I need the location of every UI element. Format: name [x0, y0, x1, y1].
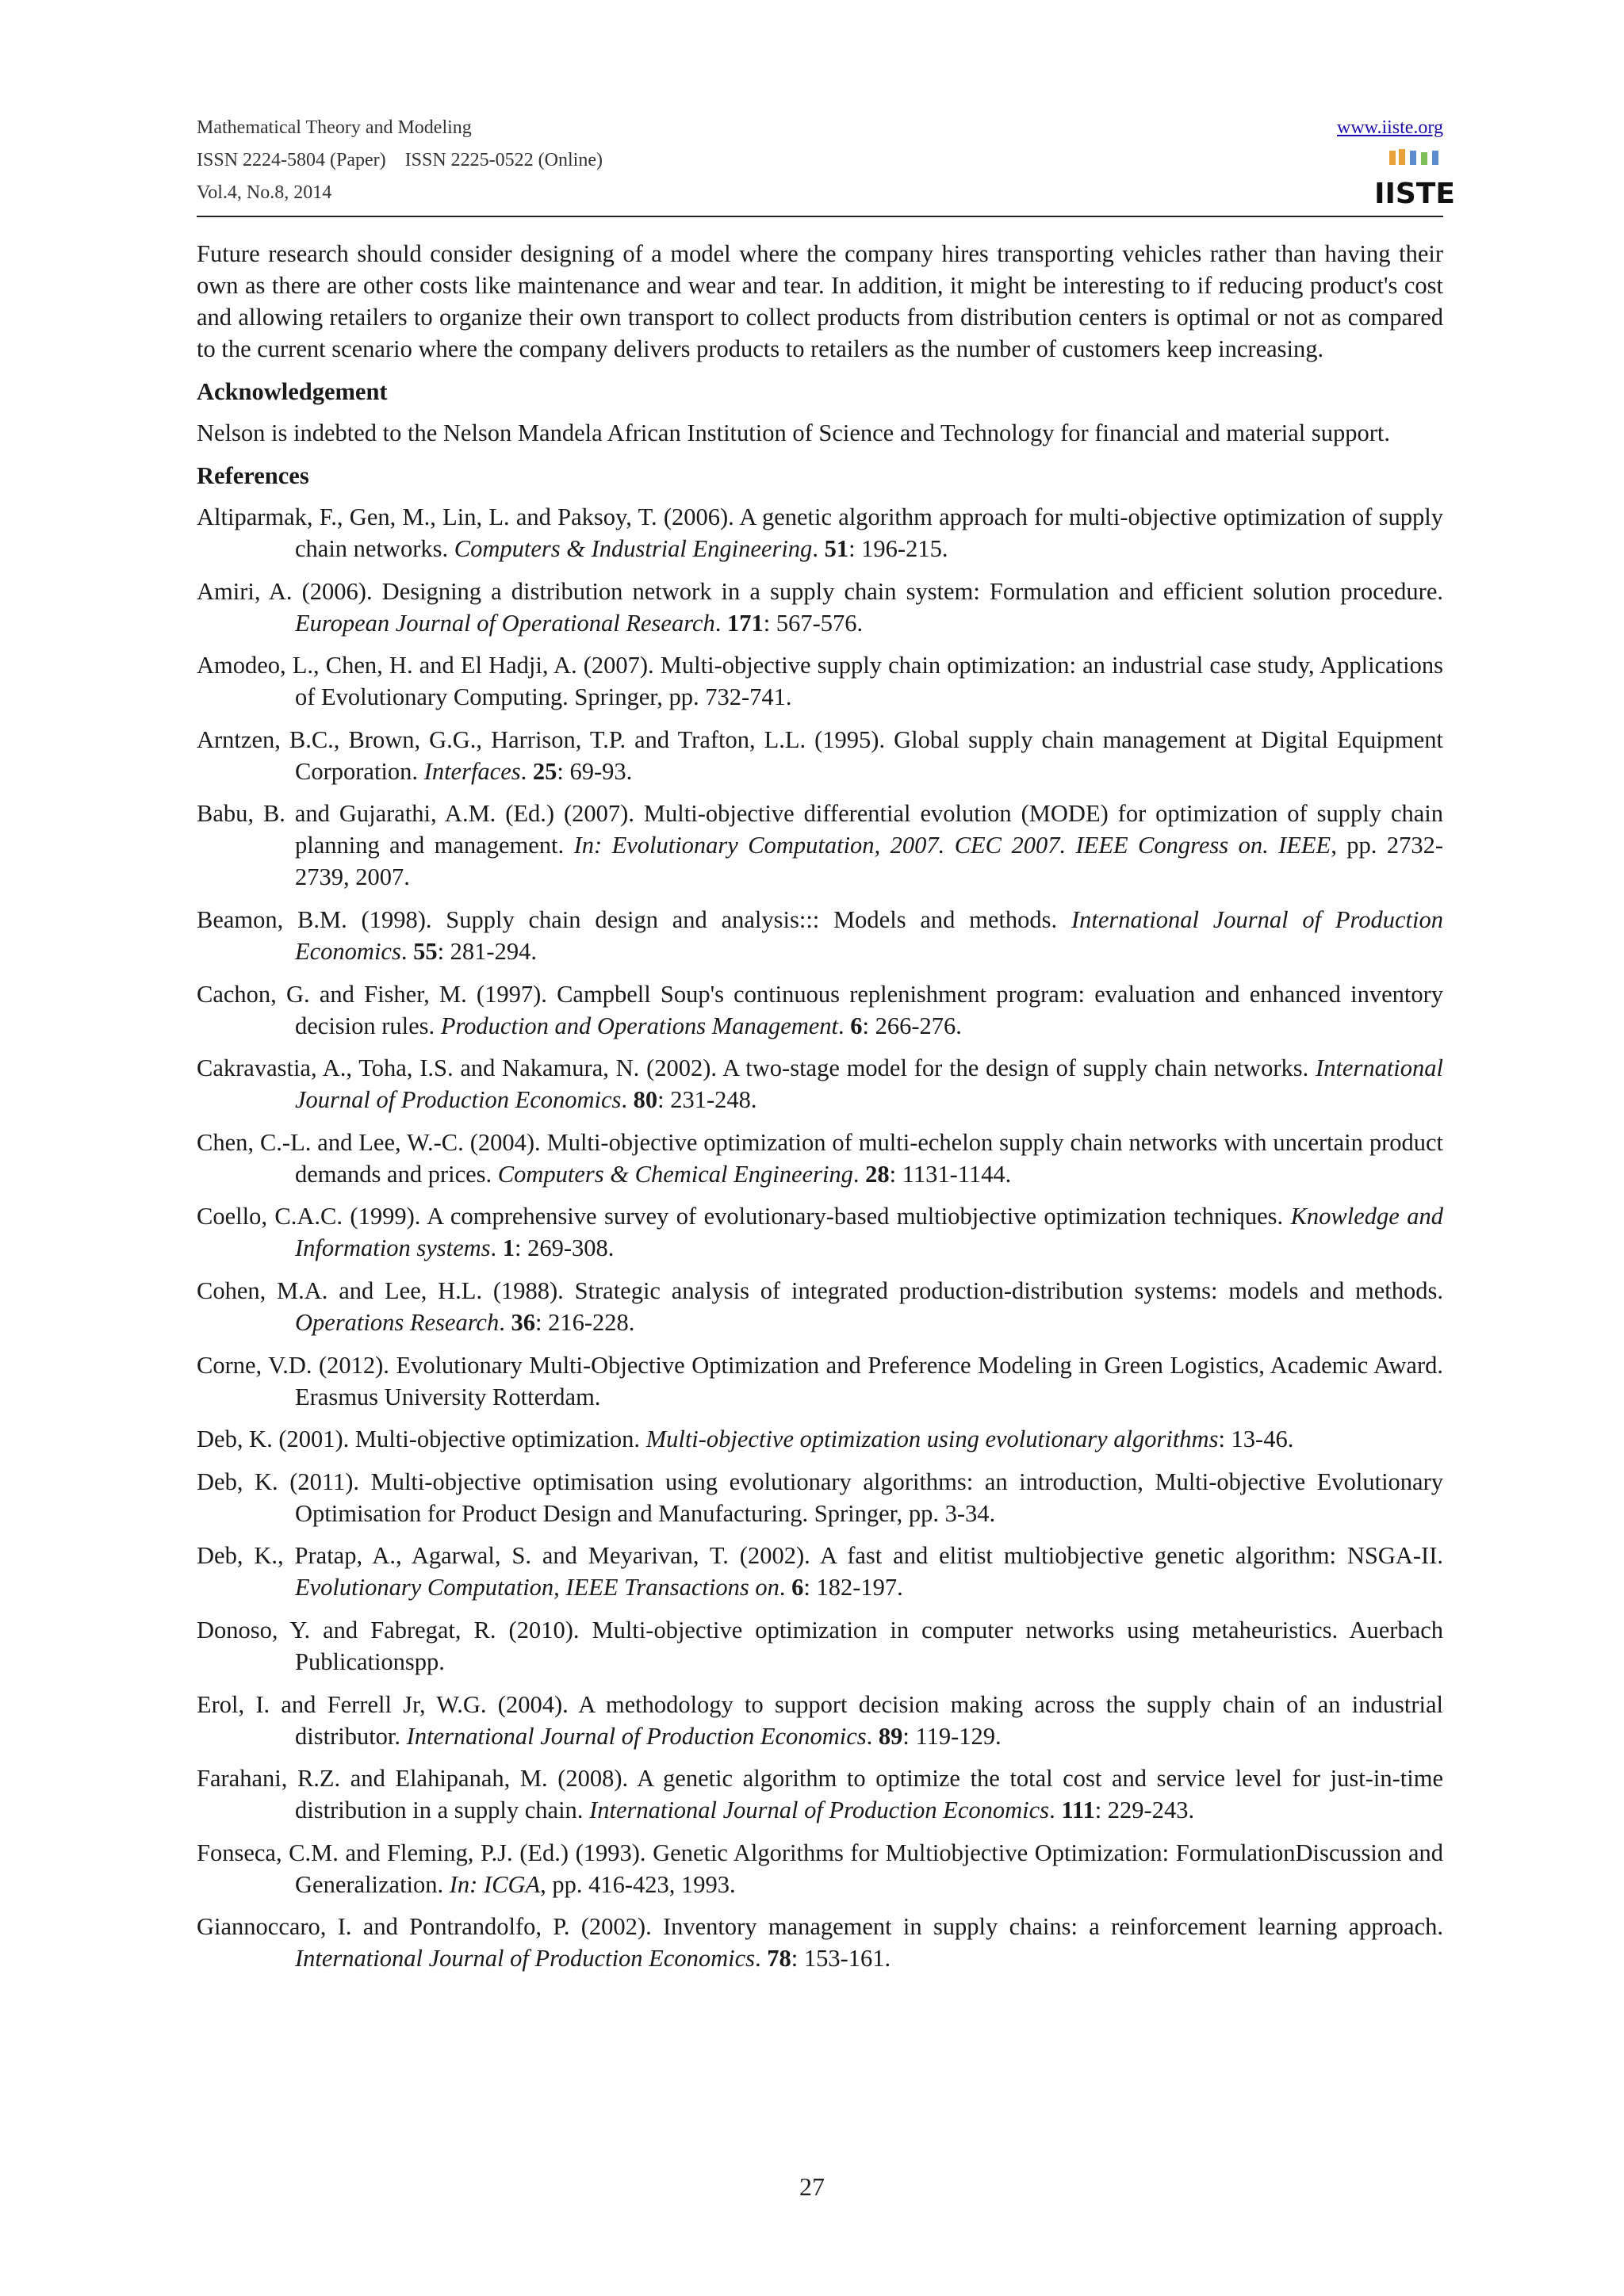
reference-text: Amiri, A. (2006). Designing a distribution network in a supply chain system: Formulation and efficient solution procedure. [197, 577, 1443, 605]
reference-text: Fonseca, C.M. and Fleming, P.J. (Ed.) (1993). Genetic Algorithms for Multiobjective Optimization: FormulationDiscussion and Generalization. [197, 1839, 1443, 1898]
reference-pages: : 153-161. [791, 1945, 891, 1973]
volume-line: Vol.4, No.8, 2014 [197, 182, 332, 203]
reference-pages: , pp. 2732-2739, 2007. [295, 832, 1444, 891]
reference-text: Corne, V.D. (2012). Evolutionary Multi-Objective Optimization and Preference Modeling in Green Logistics, Academic Award. Erasmus University Rotterdam. [197, 1351, 1443, 1410]
reference-item [197, 1466, 1443, 1529]
reference-item [197, 576, 1443, 639]
reference-item [197, 1762, 1443, 1826]
reference-pages: : 216-228. [534, 1308, 635, 1336]
reference-journal: International Journal of Production Economics [589, 1797, 1050, 1824]
reference-text: Beamon, B.M. (1998). Supply chain design and analysis::: Models and methods. [197, 905, 1071, 933]
reference-text: Deb, K., Pratap, A., Agarwal, S. and Meyarivan, T. (2002). A fast and elitist multiobjective genetic algorithm: NSGA-II. [197, 1542, 1443, 1570]
journal-url-link[interactable]: www.iiste.org [1337, 117, 1443, 138]
reference-journal: Knowledge and Information systems [295, 1203, 1443, 1262]
reference-text: Babu, B. and Gujarathi, A.M. (Ed.) (2007). Multi-objective differential evolution (MODE) for optimization of supply chain planning and management. [197, 800, 1443, 859]
reference-volume: 36 [511, 1308, 535, 1336]
reference-pages: : 196-215. [848, 535, 948, 562]
reference-volume: 6 [791, 1574, 804, 1601]
reference-journal: In: ICGA [449, 1870, 541, 1898]
reference-pages: : 1131-1144. [889, 1160, 1012, 1188]
reference-text: Amodeo, L., Chen, H. and El Hadji, A. (2007). Multi-objective supply chain optimization: an industrial case study, Applications of Evolutionary Computing. Springer, pp. 732-741. [197, 652, 1443, 711]
reference-item [197, 724, 1443, 787]
reference-journal: Production and Operations Management [440, 1012, 839, 1039]
logo-bar-1 [1389, 151, 1396, 165]
logo-bar-3 [1410, 151, 1416, 165]
reference-journal: European Journal of Operational Research [295, 609, 715, 637]
reference-item [197, 501, 1443, 564]
reference-pages: : 281-294. [437, 937, 537, 965]
reference-journal: International Journal of Production Economics [295, 905, 1443, 965]
reference-separator: . [499, 1308, 511, 1336]
reference-item [197, 1614, 1443, 1678]
reference-separator: . [812, 535, 825, 562]
reference-journal: International Journal of Production Economics [295, 1054, 1443, 1114]
reference-text: Cachon, G. and Fisher, M. (1997). Campbell Soup's continuous replenishment program: evaluation and enhanced inventory decision rules. [197, 980, 1443, 1039]
reference-item [197, 978, 1443, 1042]
reference-item [197, 1423, 1443, 1455]
reference-separator: . [779, 1574, 792, 1601]
reference-separator: . [755, 1945, 768, 1973]
reference-pages: , pp. 416-423, 1993. [540, 1870, 736, 1898]
reference-volume: 55 [413, 937, 438, 965]
reference-pages: : 567-576. [763, 609, 864, 637]
logo-bar-4 [1421, 152, 1427, 165]
reference-pages: : 182-197. [803, 1574, 903, 1601]
reference-pages: : 13-46. [1218, 1425, 1294, 1453]
reference-separator: . [621, 1086, 634, 1114]
logo-text: IISTE [1374, 178, 1455, 210]
reference-pages: : 231-248. [657, 1086, 757, 1114]
reference-separator: . [400, 937, 414, 965]
reference-text: Giannoccaro, I. and Pontrandolfo, P. (2002). Inventory management in supply chains: a reinforcement learning approach. [197, 1913, 1443, 1941]
reference-journal: International Journal of Production Economics [406, 1722, 867, 1750]
reference-text: Chen, C.-L. and Lee, W.-C. (2004). Multi-objective optimization of multi-echelon supply chain networks with uncertain product demands and prices. [197, 1128, 1443, 1188]
reference-volume: 78 [767, 1945, 791, 1973]
header-rule [197, 216, 1443, 217]
reference-item [197, 1689, 1443, 1752]
reference-volume: 89 [878, 1722, 903, 1750]
issn-line: ISSN 2224-5804 (Paper) ISSN 2225-0522 (Online) [197, 150, 603, 170]
reference-text: Donoso, Y. and Fabregat, R. (2010). Multi-objective optimization in computer networks using metaheuristics. Auerbach Publicationspp. [197, 1616, 1443, 1675]
acknowledgement-text: Nelson is indebted to the Nelson Mandela African Institution of Science and Technology for financial and material support. [197, 419, 1390, 446]
reference-volume: 171 [726, 609, 764, 637]
reference-pages: : 266-276. [862, 1012, 962, 1039]
reference-text: Altiparmak, F., Gen, M., Lin, L. and Paksoy, T. (2006). A genetic algorithm approach for multi-objective optimization of supply chain networks. [197, 503, 1443, 562]
reference-pages: : 69-93. [557, 757, 633, 785]
logo-bar-5 [1432, 151, 1438, 165]
reference-volume: 6 [850, 1012, 863, 1039]
reference-volume: 1 [502, 1234, 515, 1262]
reference-separator: . [1049, 1797, 1062, 1824]
reference-volume: 51 [824, 535, 849, 562]
reference-volume: 28 [865, 1160, 890, 1188]
reference-item [197, 649, 1443, 713]
reference-text: Cakravastia, A., Toha, I.S. and Nakamura, N. (2002). A two-stage model for the design of supply chain networks. [197, 1054, 1316, 1082]
reference-item [197, 1349, 1443, 1413]
reference-text: Cohen, M.A. and Lee, H.L. (1988). Strategic analysis of integrated production-distribution systems: models and methods. [197, 1276, 1443, 1304]
iiste-logo [1374, 147, 1455, 210]
intro-paragraph: Future research should consider designing of a model where the company hires transporting vehicles rather than having their own as there are other costs like maintenance and wear and tear. In addition, it might be interesting to if reducing product's cost and allowing retailers to organize their own transport to collect products from distribution centers is optimal or not as compared to the current scenario where the company delivers products to retailers as the number of customers keep increasing. [197, 240, 1443, 362]
reference-separator: . [714, 609, 727, 637]
reference-item [197, 1911, 1443, 1974]
reference-journal: In: Evolutionary Computation, 2007. CEC 2007. IEEE Congress on. IEEE [573, 832, 1331, 859]
reference-volume: 80 [633, 1086, 658, 1114]
reference-separator: . [852, 1160, 866, 1188]
reference-pages: : 229-243. [1094, 1797, 1195, 1824]
page-number: 27 [799, 2172, 825, 2201]
reference-journal: Evolutionary Computation, IEEE Transactions on [295, 1574, 779, 1601]
reference-journal: Computers & Industrial Engineering [454, 535, 813, 562]
reference-text: Deb, K. (2001). Multi-objective optimization. [197, 1425, 646, 1453]
reference-item [197, 1275, 1443, 1338]
reference-separator: . [866, 1722, 879, 1750]
reference-item [197, 1052, 1443, 1115]
reference-separator: . [490, 1234, 503, 1262]
reference-item [197, 1200, 1443, 1264]
page-header [197, 111, 1455, 214]
acknowledgement-heading: Acknowledgement [197, 378, 388, 405]
reference-separator: . [838, 1012, 851, 1039]
reference-volume: 25 [532, 757, 557, 785]
reference-text: Arntzen, B.C., Brown, G.G., Harrison, T.P. and Trafton, L.L. (1995). Global supply chain management at Digital Equipment Corporation. [197, 725, 1443, 785]
reference-text: Deb, K. (2011). Multi-objective optimisation using evolutionary algorithms: an introduction, Multi-objective Evolutionary Optimisation for Product Design and Manufacturing. Springer, pp. 3-34. [197, 1468, 1443, 1527]
reference-pages: : 119-129. [902, 1722, 1002, 1750]
page-body [197, 238, 1443, 1985]
reference-text: Erol, I. and Ferrell Jr, W.G. (2004). A methodology to support decision making across the supply chain of an industrial distributor. [197, 1690, 1443, 1750]
logo-bar-2 [1399, 149, 1405, 165]
reference-item [197, 798, 1443, 893]
reference-item [197, 904, 1443, 967]
journal-name: Mathematical Theory and Modeling [197, 117, 472, 138]
reference-journal: Computers & Chemical Engineering [497, 1160, 853, 1188]
reference-journal: International Journal of Production Economics [295, 1945, 755, 1973]
reference-item [197, 1837, 1443, 1900]
reference-separator: . [520, 757, 533, 785]
reference-text: Farahani, R.Z. and Elahipanah, M. (2008). A genetic algorithm to optimize the total cost and service level for just-in-time distribution in a supply chain. [197, 1765, 1443, 1824]
reference-pages: : 269-308. [515, 1234, 615, 1262]
reference-item [197, 1540, 1443, 1603]
reference-text: Coello, C.A.C. (1999). A comprehensive survey of evolutionary-based multiobjective optimization techniques. [197, 1203, 1291, 1230]
reference-journal: Interfaces [423, 757, 521, 785]
references-heading: References [197, 462, 309, 489]
reference-item [197, 1127, 1443, 1190]
reference-volume: 111 [1061, 1797, 1095, 1824]
reference-list [197, 501, 1443, 1974]
reference-journal: Multi-objective optimization using evolutionary algorithms [645, 1425, 1219, 1453]
reference-journal: Operations Research [295, 1308, 500, 1336]
